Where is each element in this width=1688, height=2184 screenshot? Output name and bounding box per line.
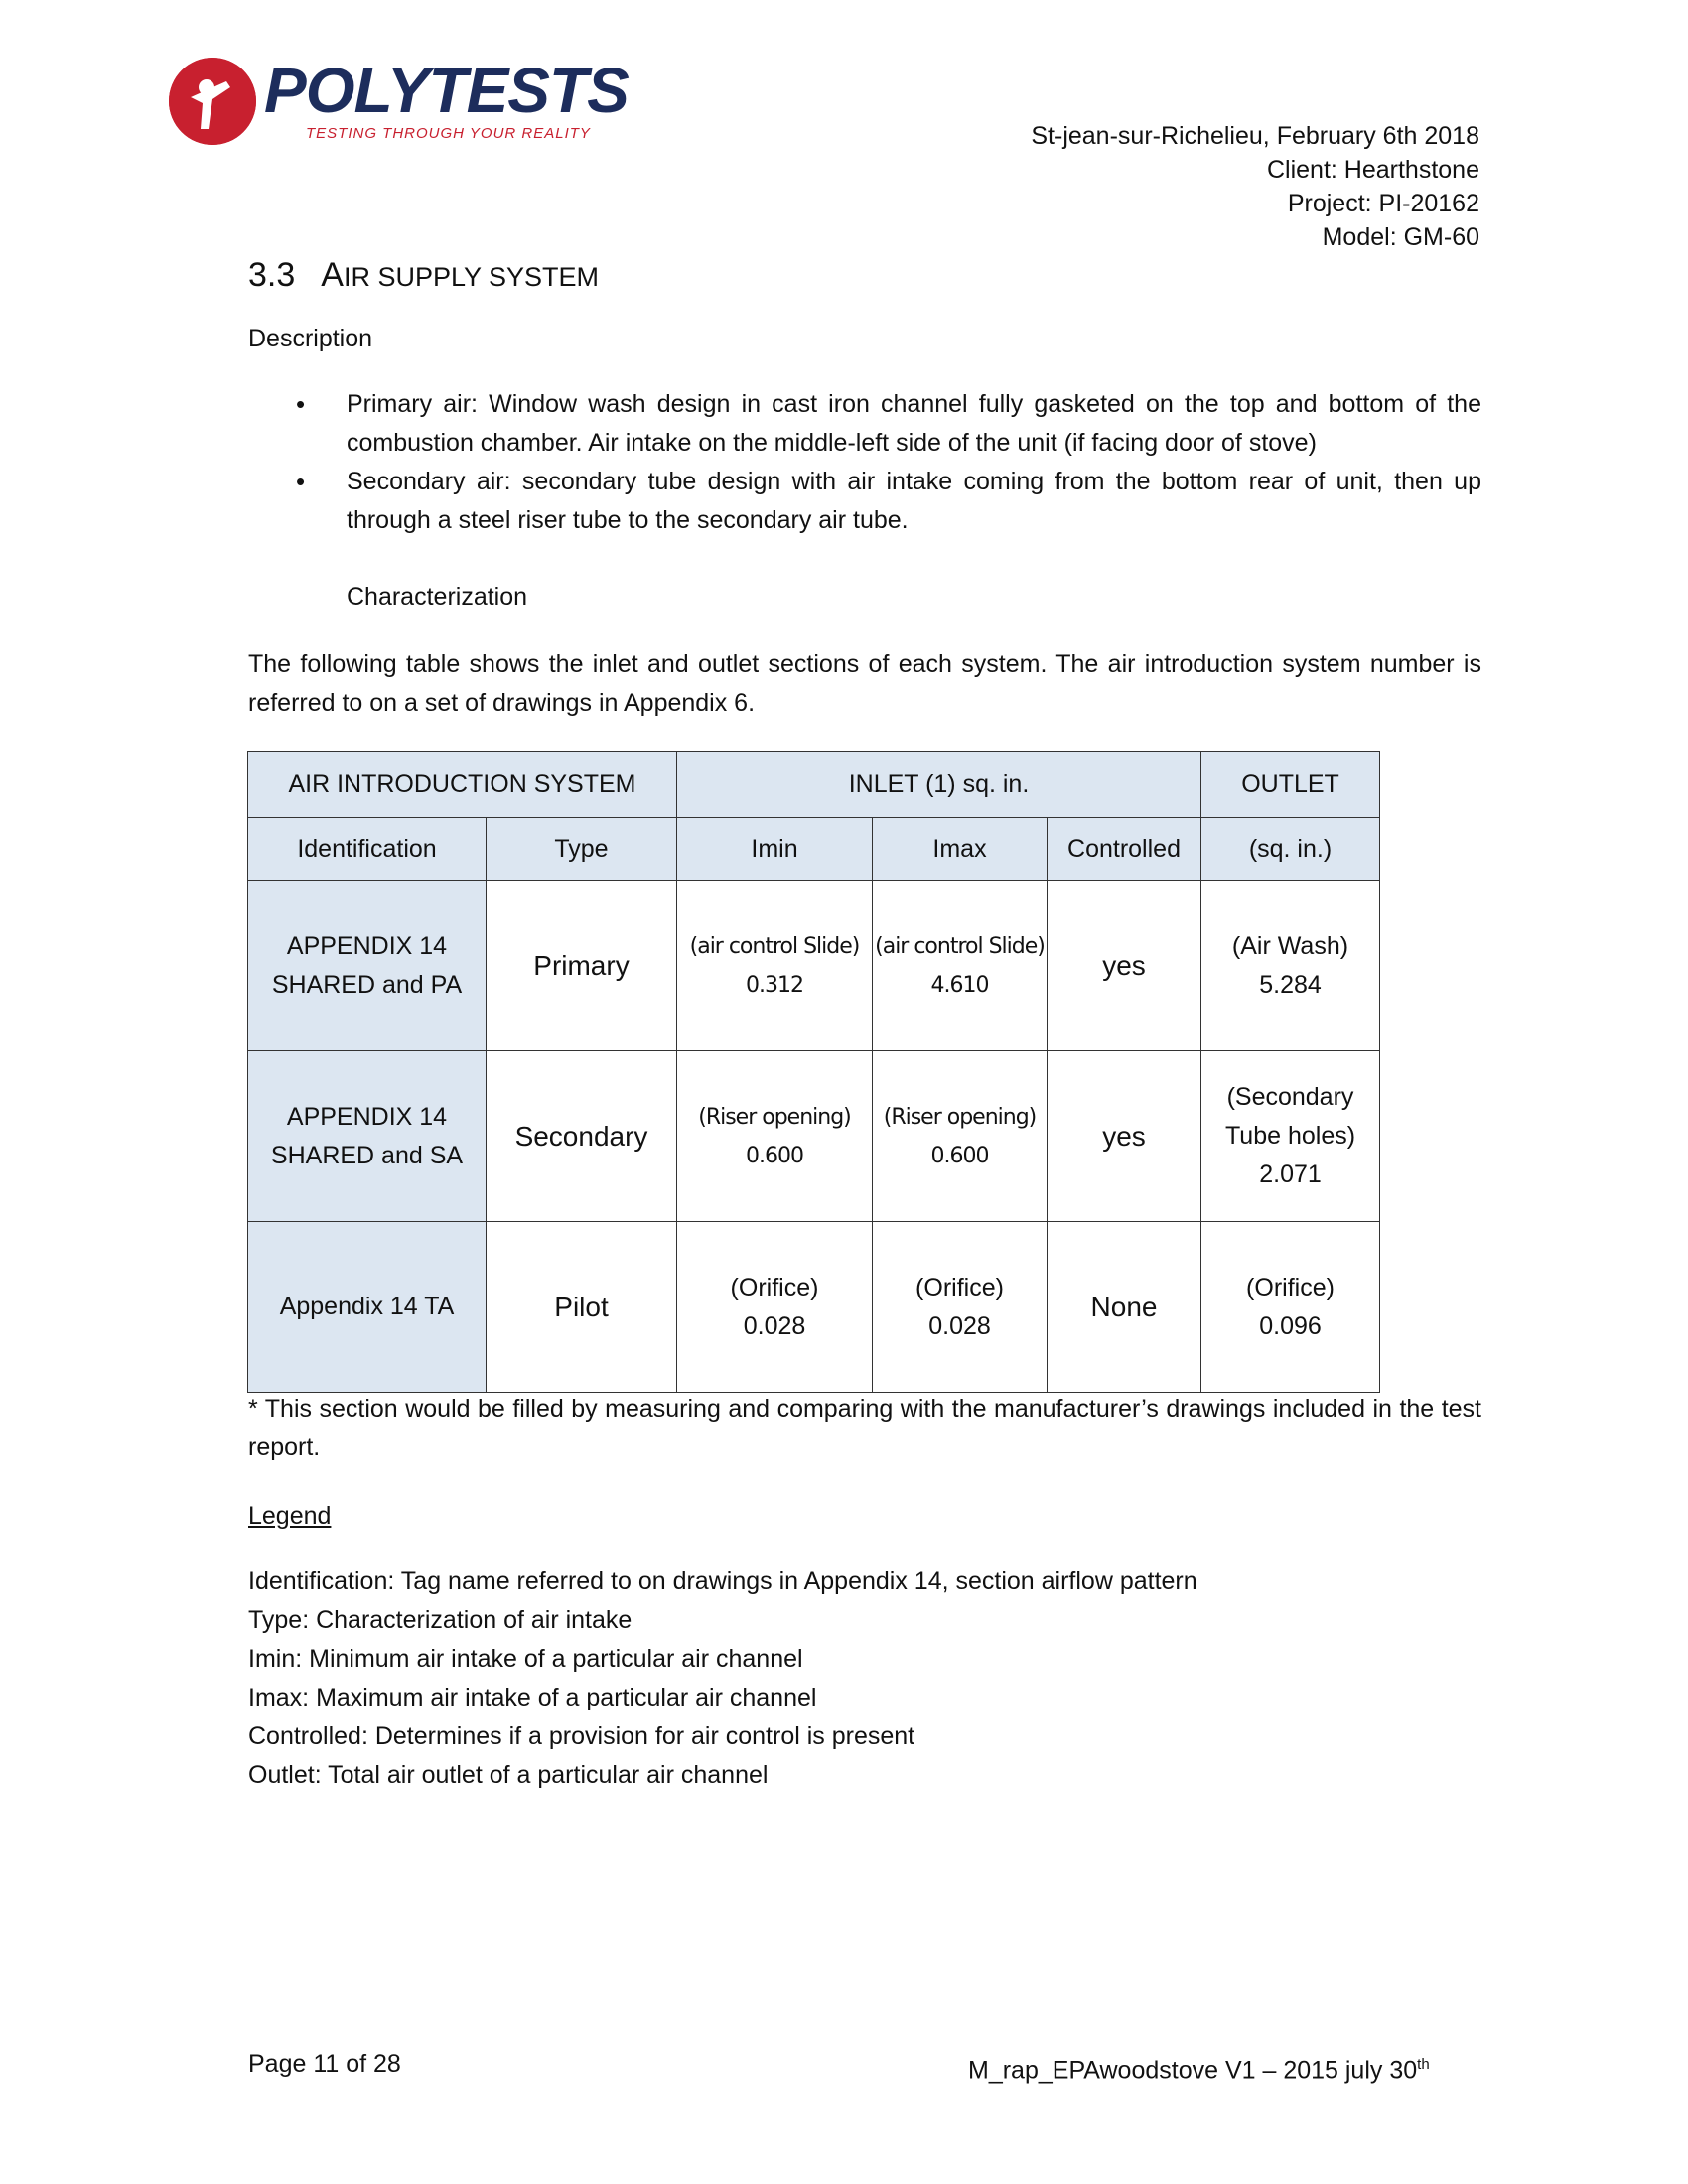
section-heading <box>248 256 599 295</box>
legend-item: Imin: Minimum air intake of a particular air channel <box>248 1645 803 1673</box>
characterization-label: Characterization <box>347 583 528 611</box>
bullet-text: Primary air: Window wash design in cast iron channel fully gasketed on the top and bottom of the combustion chamber. Air intake on the middle-left side of the unit (if facing door of stove) <box>347 390 1481 457</box>
table-row <box>248 1051 1380 1222</box>
model-line: Model: GM-60 <box>1322 223 1479 251</box>
cell-identification: Appendix 14 TA <box>248 1222 487 1393</box>
legend-item: Imax: Maximum air intake of a particular air channel <box>248 1684 817 1711</box>
outlet-line: 0.096 <box>1259 1311 1322 1340</box>
page-number: Page 11 of 28 <box>248 2050 401 2078</box>
legend-item: Controlled: Determines if a provision for air control is present <box>248 1722 915 1750</box>
description-bullets <box>248 385 1481 540</box>
bullet-dot-icon: • <box>296 467 306 496</box>
section-title-initial: A <box>321 256 344 294</box>
legend-title: Legend <box>248 1502 332 1530</box>
outlet-line: (Orifice) <box>1246 1273 1335 1301</box>
document-reference-text: M_rap_EPAwoodstove V1 – 2015 july 30 <box>968 2056 1418 2085</box>
cell-identification <box>248 881 487 1051</box>
bullet-secondary-air <box>248 463 1481 540</box>
outlet-line: (Secondary <box>1226 1083 1354 1111</box>
place-date: St-jean-sur-Richelieu, February 6th 2018 <box>1031 122 1479 150</box>
imin-value: 0.028 <box>743 1311 806 1340</box>
imax-note: (Riser opening) <box>883 1104 1037 1130</box>
cell-identification <box>248 1051 487 1222</box>
col-type: Type <box>487 818 677 881</box>
imax-value: 4.610 <box>930 972 989 998</box>
cell-type: Pilot <box>487 1222 677 1393</box>
legend-item: Outlet: Total air outlet of a particular air channel <box>248 1761 769 1789</box>
cell-imin <box>677 1051 873 1222</box>
description-label: Description <box>248 325 373 352</box>
id-line: SHARED and SA <box>270 1141 464 1169</box>
imin-value: 0.600 <box>746 1143 803 1168</box>
imax-note: (Orifice) <box>915 1273 1004 1301</box>
cell-imin <box>677 881 873 1051</box>
imin-value: 0.312 <box>746 972 803 998</box>
header-inlet: INLET (1) sq. in. <box>677 752 1201 818</box>
cell-controlled: None <box>1048 1222 1201 1393</box>
table-footnote: * This section would be filled by measuring and comparing with the manufacturer’s drawings included in the test report. <box>248 1395 1481 1461</box>
header-system: AIR INTRODUCTION SYSTEM <box>248 752 677 818</box>
bullet-primary-air <box>248 385 1481 463</box>
cell-imax <box>873 1051 1048 1222</box>
outlet-line: 2.071 <box>1259 1160 1322 1188</box>
section-number: 3.3 <box>248 256 296 294</box>
document-reference-sup: th <box>1417 2056 1430 2073</box>
col-controlled: Controlled <box>1048 818 1201 881</box>
col-outlet-unit: (sq. in.) <box>1201 818 1380 881</box>
section-title-rest: IR SUPPLY SYSTEM <box>343 262 600 292</box>
cell-imin <box>677 1222 873 1393</box>
bullet-dot-icon: • <box>296 389 306 419</box>
logo-tagline: TESTING THROUGH YOUR REALITY <box>306 125 591 142</box>
id-line: APPENDIX 14 <box>286 931 448 960</box>
imax-value: 0.600 <box>930 1143 989 1168</box>
outlet-line: (Air Wash) <box>1231 931 1349 960</box>
outlet-line: Tube holes) <box>1224 1122 1356 1150</box>
imin-note: (air control Slide) <box>689 933 860 959</box>
logo-mark-icon <box>169 58 256 145</box>
cell-outlet <box>1201 1222 1380 1393</box>
document-reference <box>968 2045 1430 2090</box>
id-line: APPENDIX 14 <box>286 1102 448 1131</box>
table-row <box>248 1222 1380 1393</box>
client-line: Client: Hearthstone <box>1266 156 1479 184</box>
imax-value: 0.028 <box>928 1311 991 1340</box>
legend-item: Type: Characterization of air intake <box>248 1606 633 1634</box>
col-identification: Identification <box>248 818 487 881</box>
cell-imax <box>873 1222 1048 1393</box>
col-imax: Imax <box>873 818 1048 881</box>
outlet-line: 5.284 <box>1259 970 1322 999</box>
bullet-text: Secondary air: secondary tube design with air intake coming from the bottom rear of unit, then up through a steel riser tube to the secondary air tube. <box>347 468 1481 534</box>
cell-outlet <box>1201 1051 1380 1222</box>
air-supply-table <box>247 751 1380 1393</box>
header-meta <box>1031 119 1479 254</box>
cell-controlled: yes <box>1048 1051 1201 1222</box>
col-imin: Imin <box>677 818 873 881</box>
imin-note: (Riser opening) <box>698 1104 851 1130</box>
id-line: SHARED and PA <box>271 970 463 999</box>
cell-outlet <box>1201 881 1380 1051</box>
legend-item: Identification: Tag name referred to on drawings in Appendix 14, section airflow pattern <box>248 1568 1197 1595</box>
imax-note: (air control Slide) <box>875 933 1045 959</box>
cell-imax <box>873 881 1048 1051</box>
intro-paragraph: The following table shows the inlet and outlet sections of each system. The air introduction system number is referred to on a set of drawings in Appendix 6. <box>248 650 1481 717</box>
logo-brand-text: POLYTESTS <box>264 55 629 126</box>
company-logo <box>169 55 629 147</box>
legend-list <box>248 1563 1197 1795</box>
header-outlet: OUTLET <box>1201 752 1380 818</box>
cell-type: Secondary <box>487 1051 677 1222</box>
cell-type: Primary <box>487 881 677 1051</box>
cell-controlled: yes <box>1048 881 1201 1051</box>
imin-note: (Orifice) <box>730 1273 819 1301</box>
table-row <box>248 881 1380 1051</box>
project-line: Project: PI-20162 <box>1287 190 1479 217</box>
